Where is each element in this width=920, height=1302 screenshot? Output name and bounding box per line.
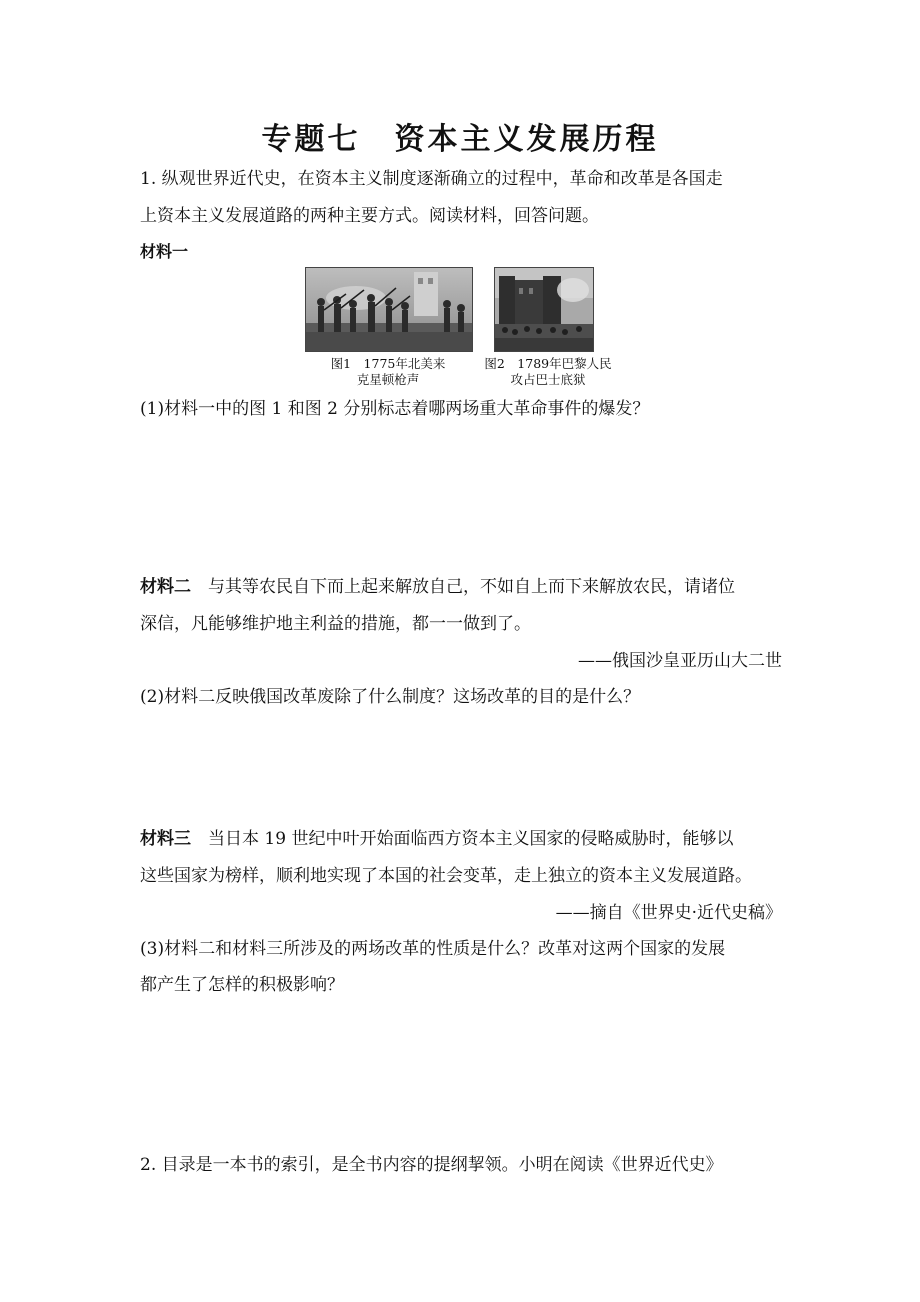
- material2-label: 材料二: [140, 577, 191, 597]
- question-1-3-line1: (3)材料二和材料三所涉及的两场改革的性质是什么？改革对这两个国家的发展: [140, 939, 726, 959]
- title-part1: 专题七: [261, 122, 361, 157]
- figure-1-caption-line2: 克星顿枪声: [356, 372, 420, 387]
- question-1-3-line2: 都产生了怎样的积极影响？: [140, 975, 344, 995]
- material1-label: 材料一: [140, 242, 189, 261]
- material3-text-line1: 当日本 19 世纪中叶开始面临西方资本主义国家的侵略威胁时，能够以: [191, 829, 734, 849]
- material3-line1: [140, 827, 782, 851]
- material3-text-line2: 这些国家为榜样，顺利地实现了本国的社会变革，走上独立的资本主义发展道路。: [140, 866, 752, 886]
- figure-2-bastille-image: [494, 267, 594, 352]
- question-2-intro: 2. 目录是一本书的索引，是全书内容的提纲挈领。小明在阅读《世界近代史》: [140, 1155, 723, 1175]
- figure-1-caption: [318, 356, 458, 388]
- page-title: [0, 114, 920, 158]
- material3-source: ——摘自《世界史·近代史稿》: [555, 903, 782, 923]
- q1-intro-line1: 1. 纵观世界近代史，在资本主义制度逐渐确立的过程中，革命和改革是各国走: [140, 169, 723, 189]
- figure-1-lexington-image: [305, 267, 473, 352]
- question-1-1: (1)材料一中的图 1 和图 2 分别标志着哪两场重大革命事件的爆发？: [140, 399, 650, 419]
- material3-label: 材料三: [140, 829, 191, 849]
- material2-text-line2: 深信，凡能够维护地主利益的措施，都一一做到了。: [140, 614, 531, 634]
- material2-line1: [140, 575, 782, 599]
- title-part2: 资本主义发展历程: [394, 122, 659, 157]
- figure-2-caption-line1: 图2 1789年巴黎人民: [484, 356, 612, 371]
- material2-text-line1: 与其等农民自下而上起来解放自己，不如自上而下来解放农民，请诸位: [191, 577, 735, 597]
- figure-1-caption-line1: 图1 1775年北美来: [330, 356, 446, 371]
- question-1-2: (2)材料二反映俄国改革废除了什么制度？这场改革的目的是什么？: [140, 687, 641, 707]
- material2-source: ——俄国沙皇亚历山大二世: [578, 651, 782, 671]
- q1-intro-line2: 上资本主义发展道路的两种主要方式。阅读材料，回答问题。: [140, 206, 599, 226]
- figure-2-caption: [470, 356, 626, 388]
- figure-2-caption-line2: 攻占巴士底狱: [510, 372, 586, 387]
